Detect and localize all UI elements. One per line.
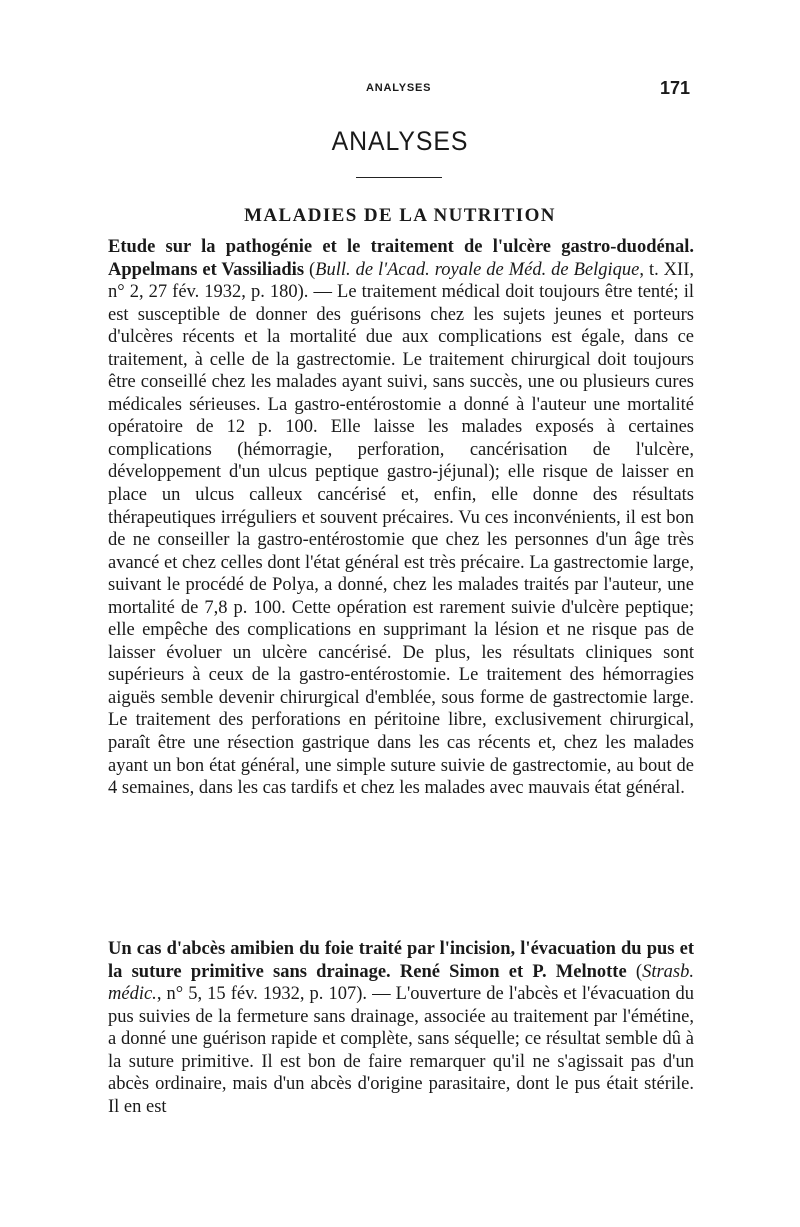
article-lead-title: Etude sur la pathogénie et le traitement de l'ulcère gastro-duodénal. Appelmans et Vassiliadis (108, 237, 694, 280)
citation-open: ( (304, 259, 316, 280)
article-lead-title: Un cas d'abcès amibien du foie traité par l'incision, l'évacuation du pus et la suture primitive sans drainage. René Simon et P. Melnotte (108, 939, 694, 982)
article-body: Le traitement médical doit toujours être tenté; il est susceptible de donner des guérisons chez les sujets jeunes et porteurs d'ulcères récents et la mortalité due aux complications est égale, dans ce traitement, à celle de la gastrectomie. Le traitement chirurgical doit toujours être conseillé chez les malades ayant suivi, sans succès, une ou plusieurs cures médicales sérieuses. La gastro-entérostomie a donné à l'auteur une mortalité opératoire de 12 p. 100. Elle laisse les malades exposés à certaines complications (hémorragie, perforation, cancérisation de l'ulcère, développement d'un ulcus peptique gastro-jéjunal); elle risque de laisser en place un ulcus calleux cancérisé et, enfin, elle donne des résultats thérapeutiques irréguliers et souvent précaires. Vu ces inconvénients, il est bon de ne conseiller la gastro-entérostomie que chez les personnes d'un âge très avancé et chez celles dont l'état général est très précaire. La gastrectomie large, suivant le procédé de Polya, a donné, chez les malades traités par l'auteur, une mortalité de 7,8 p. 100. Cette opération est rarement suivie d'ulcère peptique; elle empêche des complications en supprimant la lésion et ne risque pas de laisser évoluer un ulcère cancérisé. De plus, les résultats cliniques sont supérieurs à ceux de la gastro-entérostomie. Le traitement des hémorragies aiguës semble devenir chirurgical d'emblée, sous forme de gastrectomie large. Le traitement des perforations en péritoine libre, exclusivement chirurgical, paraît être une résection gastrique dans les cas récents et, chez les malades ayant un bon état général, une simple suture suivie de gastrectomie, au bout de 4 semaines, dans les cas tardifs et chez les malades avec mauvais état général. (108, 282, 694, 799)
article-abces-amibien (108, 938, 694, 1118)
citation-journal: Bull. de l'Acad. royale de Méd. de Belgique (315, 259, 640, 280)
article-body: L'ouverture de l'abcès et l'évacuation du pus suivies de la fermeture sans drainage, associée au traitement par l'émétine, a donné une guérison rapide et complète, sans séquelle; ce résultat semble dû à la suture primitive. Il est bon de faire remarquer qu'il ne s'agissait pas d'un abcès ordinaire, mais d'un abcès d'origine parasitaire, dont le pus était stérile. Il en est (108, 984, 695, 1117)
running-head (0, 80, 800, 100)
citation-details: , n° 5, 15 fév. 1932, p. 107). — (156, 984, 396, 1005)
section-title: ANALYSES (331, 126, 469, 156)
citation-open: ( (626, 961, 643, 982)
title-divider (356, 177, 442, 178)
page-number: 171 (659, 78, 690, 98)
citation-journal: Strasb. médic. (108, 961, 694, 1005)
citation-details: , t. XII, n° 2, 27 fév. 1932, p. 180). — (108, 259, 694, 303)
article-ulcere-gastro-duodenal (108, 236, 694, 800)
subsection-title: MALADIES DE LA NUTRITION (244, 205, 556, 226)
running-head-title: ANALYSES (366, 82, 432, 94)
